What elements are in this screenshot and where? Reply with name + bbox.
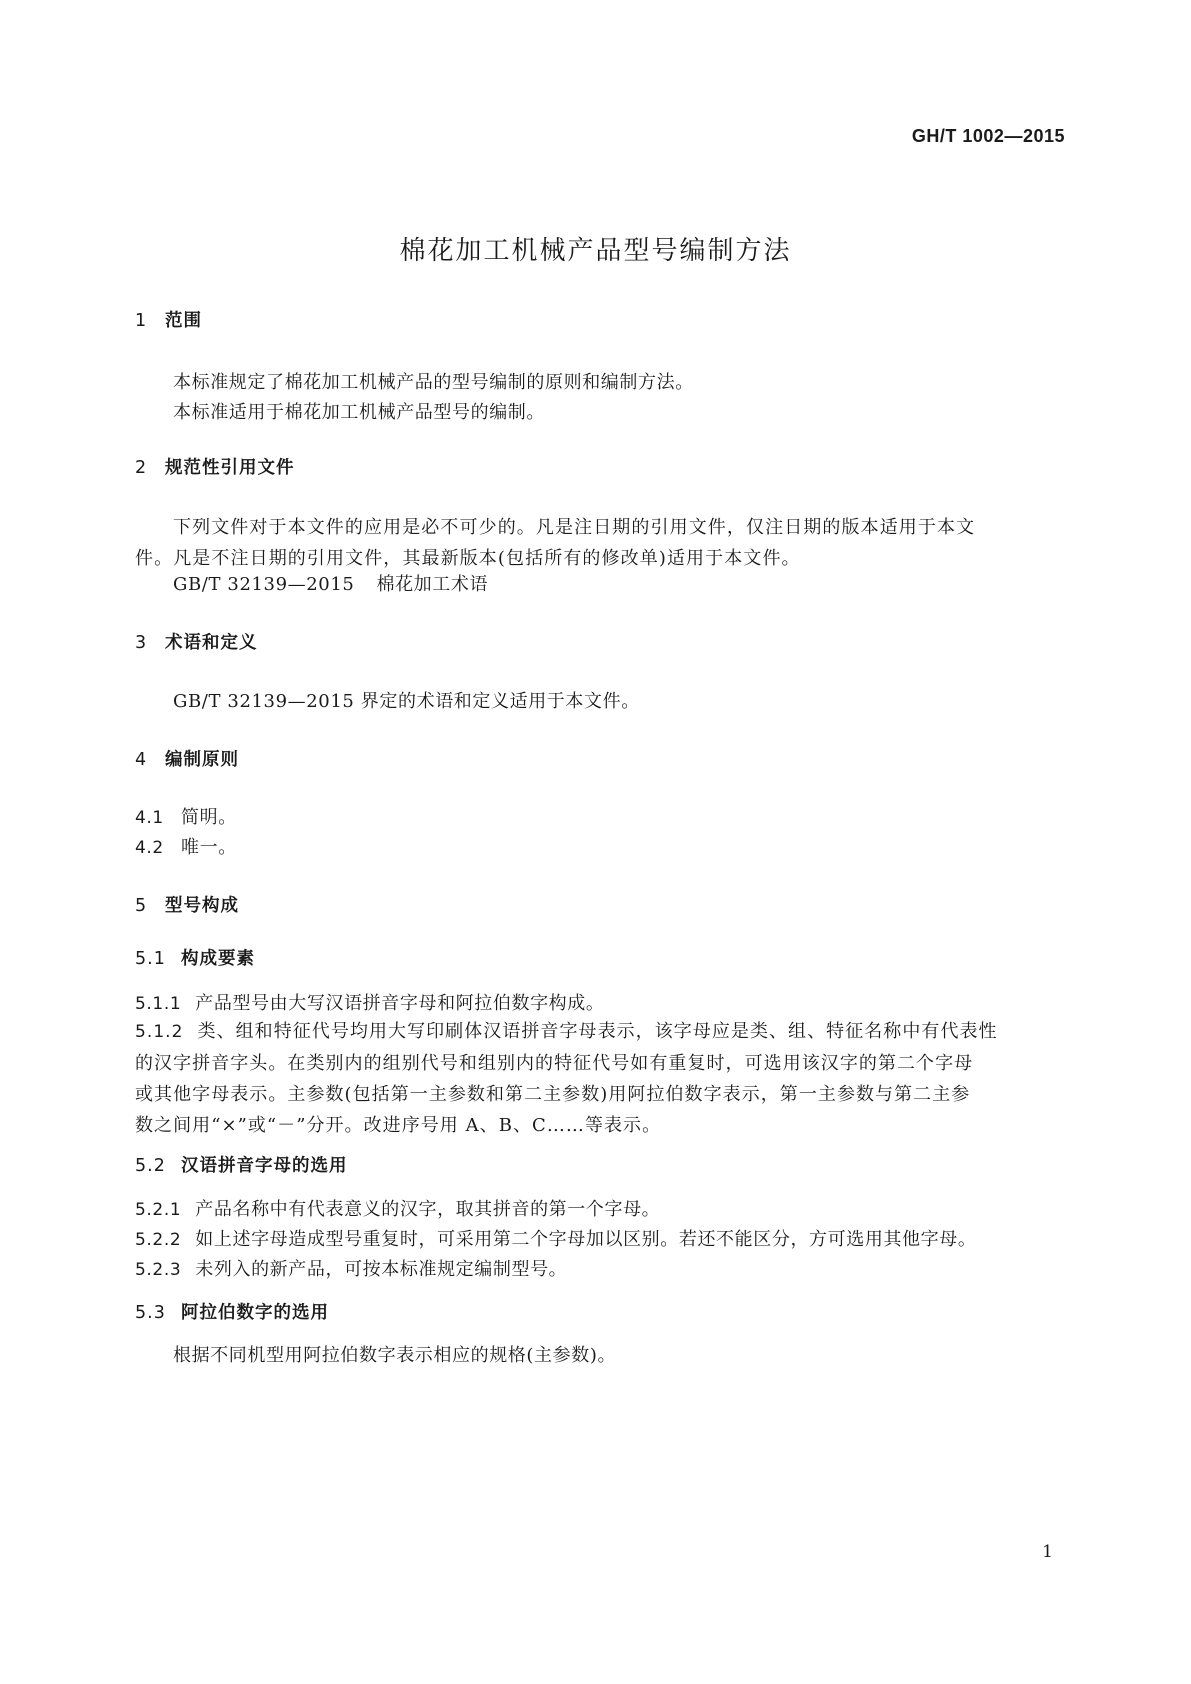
section-3-heading: [135, 629, 258, 654]
clause-text: 产品名称中有代表意义的汉字，取其拼音的第一个字母。: [195, 1199, 661, 1220]
subsection-5-2-heading: [135, 1152, 348, 1177]
clause-line: [135, 1016, 1057, 1048]
section-title: 编制原则: [165, 750, 239, 770]
section-number: 2: [135, 458, 148, 478]
section-2-heading: [135, 454, 295, 479]
clause-5-2-3: [135, 1255, 567, 1281]
section-title: 规范性引用文件: [165, 458, 295, 478]
standard-code: GH/T 1002—2015: [911, 126, 1065, 146]
clause-number: 4.2: [135, 838, 164, 858]
clause-4-1: [135, 803, 237, 829]
clause-5-2-2: [135, 1225, 976, 1251]
paragraph: 本标准适用于棉花加工机械产品型号的编制。: [173, 402, 545, 423]
normative-reference: [173, 570, 488, 596]
subsection-title: 构成要素: [181, 949, 255, 969]
section-1-heading: [135, 307, 202, 332]
paragraph: GB/T 32139—2015 界定的术语和定义适用于本文件。: [173, 691, 640, 712]
section-4-heading: [135, 746, 239, 771]
section-number: 1: [135, 311, 148, 331]
subsection-number: 5.1: [135, 949, 166, 969]
subsection-title: 汉语拼音字母的选用: [181, 1156, 348, 1176]
document-title: 棉花加工机械产品型号编制方法: [399, 236, 792, 266]
clause-4-2: [135, 833, 237, 859]
clause-number: 5.2.3: [135, 1260, 182, 1280]
paragraph-line: 件。凡是不注日期的引用文件，其最新版本(包括所有的修改单)适用于本文件。: [135, 548, 801, 569]
clause-text: 简明。: [181, 807, 237, 828]
clause-text: 唯一。: [181, 837, 237, 858]
clause-line: 数之间用“×”或“－”分开。改进序号用 A、B、C……等表示。: [135, 1115, 662, 1136]
clause-text: 类、组和特征代号均用大写印刷体汉语拼音字母表示，该字母应是类、组、特征名称中有代表性: [197, 1021, 998, 1042]
clause-line: 或其他字母表示。主参数(包括第一主参数和第二主参数)用阿拉伯数字表示，第一主参数与第二主参: [135, 1084, 971, 1105]
section-title: 型号构成: [165, 896, 239, 916]
clause-number: 5.1.1: [135, 994, 182, 1014]
subsection-title: 阿拉伯数字的选用: [181, 1303, 329, 1323]
clause-number: 5.2.2: [135, 1230, 182, 1250]
clause-text: 未列入的新产品，可按本标准规定编制型号。: [195, 1259, 568, 1280]
clause-number: 5.2.1: [135, 1200, 182, 1220]
clause-5-1-1: [135, 989, 604, 1015]
section-number: 4: [135, 750, 148, 770]
section-number: 3: [135, 633, 148, 653]
section-title: 术语和定义: [165, 633, 258, 653]
reference-title: 棉花加工术语: [376, 574, 489, 595]
subsection-5-1-heading: [135, 945, 255, 970]
section-number: 5: [135, 896, 148, 916]
paragraph-line: 下列文件对于本文件的应用是必不可少的。凡是注日期的引用文件，仅注日期的版本适用于本文: [173, 517, 976, 538]
clause-5-2-1: [135, 1195, 660, 1221]
page-number: 1: [1042, 1542, 1053, 1562]
clause-number: 4.1: [135, 808, 164, 828]
clause-text: 如上述字母造成型号重复时，可采用第二个字母加以区别。若还不能区分，方可选用其他字母。: [195, 1229, 977, 1250]
paragraph: 根据不同机型用阿拉伯数字表示相应的规格(主参数)。: [173, 1345, 617, 1366]
paragraph: 本标准规定了棉花加工机械产品的型号编制的原则和编制方法。: [173, 372, 694, 393]
clause-number: 5.1.2: [135, 1022, 184, 1042]
subsection-5-3-heading: [135, 1299, 329, 1324]
reference-code: GB/T 32139—2015: [173, 574, 355, 595]
paragraph: [135, 512, 1057, 574]
clause-text: 产品型号由大写汉语拼音字母和阿拉伯数字构成。: [195, 993, 605, 1014]
clause-5-1-2: [135, 1016, 1057, 1141]
subsection-number: 5.3: [135, 1303, 166, 1323]
section-title: 范围: [165, 311, 202, 331]
clause-line: 的汉字拼音字头。在类别内的组别代号和组别内的特征代号如有重复时，可选用该汉字的第二个字母: [135, 1053, 974, 1074]
subsection-number: 5.2: [135, 1156, 166, 1176]
section-5-heading: [135, 892, 239, 917]
